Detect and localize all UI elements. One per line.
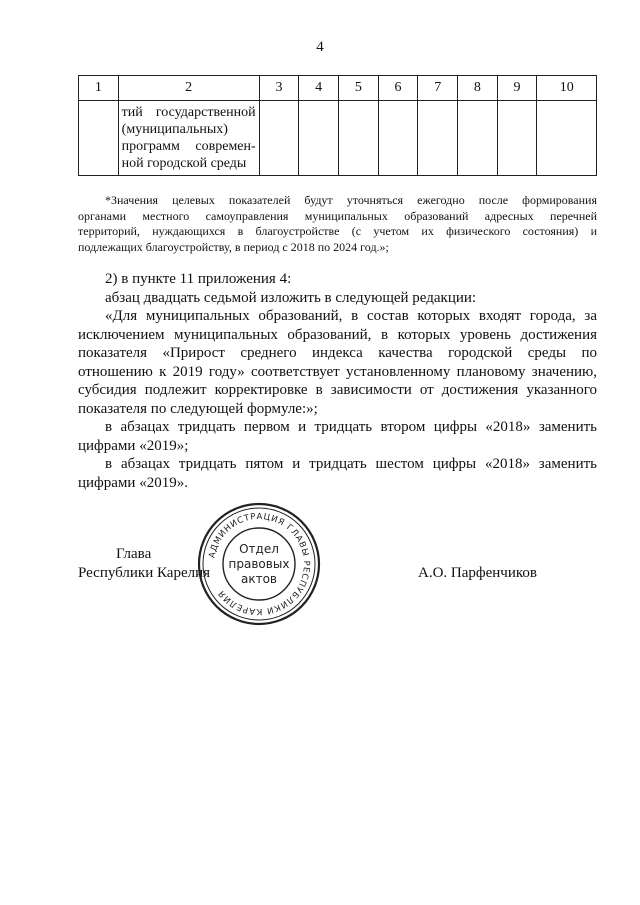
- amendment-line: отношению к 2019 году» соответствует установленному плановому значению,: [78, 363, 597, 380]
- amendment-line: в абзацах тридцать пятом и тридцать шестом цифры «2018» заменить: [105, 456, 597, 472]
- table-cell-empty: [259, 101, 299, 176]
- table-header-cell: 8: [458, 76, 498, 101]
- stamp-center-line3: актов: [240, 572, 278, 586]
- table-cell-line: ной городской среды: [121, 156, 247, 171]
- footnote-line: территорий, нуждающихся в благоустройстве (с учетом их физического состояния) и: [78, 224, 597, 238]
- amendment-text: [78, 270, 597, 492]
- table-cell-line: (муниципальных): [121, 122, 228, 137]
- table-cell-empty: [537, 101, 597, 176]
- footnote: [78, 193, 597, 255]
- amendment-line: в абзацах тридцать первом и тридцать втором цифры «2018» заменить: [105, 419, 597, 435]
- table-header-cell: 6: [378, 76, 418, 101]
- stamp-center-line2: правовых: [228, 557, 290, 571]
- table-cell-line: программ современ-: [121, 139, 256, 154]
- amendment-line: «Для муниципальных образований, в состав которых входят города, за: [105, 308, 597, 324]
- table-cell-text: [122, 101, 256, 175]
- table-cell-empty: [458, 101, 498, 176]
- table-cell-col2: [118, 101, 259, 176]
- amendment-line: цифрами «2019».: [78, 474, 188, 491]
- signatory-name: А.О. Парфенчиков: [418, 565, 537, 581]
- table-cell-line: тий государственной: [121, 105, 256, 120]
- table-header-cell: 9: [497, 76, 537, 101]
- signature-block: [78, 545, 597, 605]
- amendment-line: показателя по следующей формуле:»;: [78, 400, 318, 417]
- amendment-line: 2) в пункте 11 приложения 4:: [105, 271, 292, 287]
- footnote-line: органами местного самоуправления муниципальных образований адресных перечней: [78, 208, 597, 223]
- table-header-cell: 1: [79, 76, 119, 101]
- signatory-title-line1: Глава: [116, 546, 152, 562]
- table-cell-empty: [418, 101, 458, 176]
- signatory-title-line2: Республики Карелия: [78, 565, 211, 581]
- amendment-line: цифрами «2019»;: [78, 437, 189, 454]
- official-stamp: [195, 500, 323, 628]
- amendment-line: показателя «Прирост среднего индекса качества городской среды по: [78, 345, 597, 361]
- table-header-row: [79, 76, 597, 101]
- table-cell-empty: [339, 101, 379, 176]
- table-header-cell: 4: [299, 76, 339, 101]
- table-cell-empty: [497, 101, 537, 176]
- amendment-line: абзац двадцать седьмой изложить в следующей редакции:: [105, 289, 477, 306]
- table-cell-col1: [79, 101, 119, 176]
- footnote-line: *Значения целевых показателей будут уточняться ежегодно после формирования: [105, 193, 597, 207]
- table-row: [79, 101, 597, 176]
- table-cell-empty: [299, 101, 339, 176]
- amendment-line: субсидия подлежит корректировке в зависимости от достижения указанного: [78, 382, 597, 398]
- footnote-line: подлежащих благоустройству, в период с 2018 по 2024 год.»;: [78, 239, 389, 254]
- page-number: 4: [316, 39, 324, 55]
- table-header-cell: 10: [537, 76, 597, 101]
- table-header-cell: 3: [259, 76, 299, 101]
- table-header-cell: 2: [118, 76, 259, 101]
- stamp-ring-text: АДМИНИСТРАЦИЯ ГЛАВЫ РЕСПУБЛИКИ КАРЕЛИЯ: [207, 511, 312, 617]
- table-cell-empty: [378, 101, 418, 176]
- table-header-cell: 5: [339, 76, 379, 101]
- indicator-table: [78, 75, 597, 176]
- stamp-center-line1: Отдел: [239, 542, 279, 556]
- table-header-cell: 7: [418, 76, 458, 101]
- amendment-line: исключением муниципальных образований, в которых уровень достижения: [78, 326, 597, 343]
